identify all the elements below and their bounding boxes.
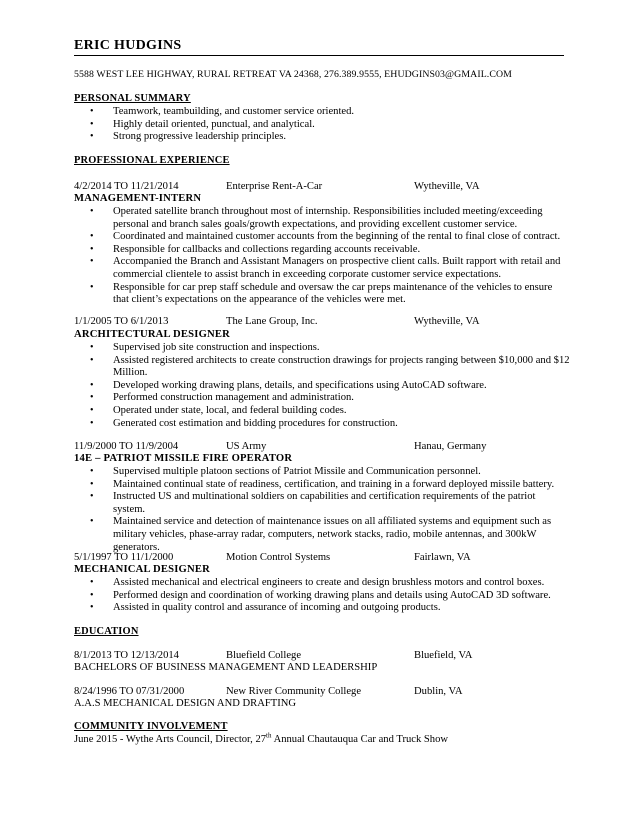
job-header [74, 316, 564, 329]
community-entry-text-end: Annual Chautauqua Car and Truck Show [271, 734, 449, 745]
job-dates: 1/1/2005 TO 6/1/2013 [74, 316, 169, 327]
candidate-name: ERIC HUDGINS [74, 38, 564, 56]
education-dates: 8/24/1996 TO 07/31/2000 [74, 686, 185, 697]
job-title: MECHANICAL DESIGNER [74, 564, 210, 575]
job-duty: • Instructed US and multinational soldiers on capabilities and certification requirements of the patriot system. [90, 491, 570, 516]
job-duty: • Maintained continual state of readiness, certification, and training in a forward deployed missile battery. [90, 479, 570, 492]
job-duties-list [90, 206, 570, 307]
job-company: The Lane Group, Inc. [226, 316, 318, 327]
section-heading-experience: PROFESSIONAL EXPERIENCE [74, 155, 230, 166]
job-duty: • Supervised job site construction and inspections. [90, 342, 570, 355]
job-duty: • Maintained service and detection of maintenance issues on all affiliated systems and equipment such as military vehicles, phase-array radar, computers, network stacks, radio, mobile antennas, and 300kW generators. [90, 516, 570, 554]
job-duty: • Operated satellite branch throughout most of internship. Responsibilities included meeting/exceeding personal and branch sales goals/growth expectations, and providing excellent customer service. [90, 206, 570, 231]
contact-info: 5588 WEST LEE HIGHWAY, RURAL RETREAT VA 24368, 276.389.9555, EHUDGINS03@GMAIL.COM [74, 69, 512, 80]
job-duty: • Responsible for callbacks and collections regarding accounts receivable. [90, 244, 570, 257]
job-title: 14E – PATRIOT MISSILE FIRE OPERATOR [74, 453, 293, 464]
section-heading-summary: PERSONAL SUMMARY [74, 93, 191, 104]
education-location: Dublin, VA [414, 686, 463, 697]
community-entry [74, 731, 449, 747]
job-duty: • Assisted in quality control and assurance of incoming and outgoing products. [90, 602, 570, 615]
community-entry-text-start: June 2015 - Wythe Arts Council, Director, 27 [74, 734, 267, 745]
education-school: Bluefield College [226, 650, 302, 661]
job-duties-list [90, 577, 570, 615]
summary-list [90, 106, 570, 144]
job-duty: • Performed design and coordination of working drawing plans and details using AutoCAD 3D software. [90, 590, 570, 603]
job-title: MANAGEMENT-INTERN [74, 193, 202, 204]
summary-item: • Strong progressive leadership principles. [90, 131, 570, 144]
job-duty: • Generated cost estimation and bidding procedures for construction. [90, 418, 570, 431]
job-company: Enterprise Rent-A-Car [226, 181, 323, 192]
job-duty: • Accompanied the Branch and Assistant Managers on prospective client calls. Built rapport with retail and commercial clientele to assist branch in exceeding corporate customer service expectations. [90, 256, 570, 281]
job-duties-list [90, 466, 570, 554]
education-location: Bluefield, VA [414, 650, 473, 661]
job-company: US Army [226, 441, 267, 452]
job-duties-list [90, 342, 570, 430]
job-duty: • Assisted registered architects to create construction drawings for projects ranging between $10,000 and $12 Million. [90, 355, 570, 380]
job-location: Hanau, Germany [414, 441, 487, 452]
job-dates: 5/1/1997 TO 11/1/2000 [74, 552, 174, 563]
job-location: Wytheville, VA [414, 316, 480, 327]
section-heading-community: COMMUNITY INVOLVEMENT [74, 721, 228, 732]
job-dates: 11/9/2000 TO 11/9/2004 [74, 441, 179, 452]
job-duty: • Developed working drawing plans, details, and specifications using AutoCAD software. [90, 380, 570, 393]
job-location: Fairlawn, VA [414, 552, 471, 563]
ordinal-suffix: th [266, 731, 272, 740]
education-degree: BACHELORS OF BUSINESS MANAGEMENT AND LEADERSHIP [74, 662, 378, 673]
job-duty: • Assisted mechanical and electrical engineers to create and design brushless motors and control boxes. [90, 577, 570, 590]
education-degree: A.A.S MECHANICAL DESIGN AND DRAFTING [74, 698, 297, 709]
job-company: Motion Control Systems [226, 552, 331, 563]
job-duty: • Operated under state, local, and federal building codes. [90, 405, 570, 418]
job-location: Wytheville, VA [414, 181, 480, 192]
job-duty: • Supervised multiple platoon sections of Patriot Missile and Communication personnel. [90, 466, 570, 479]
education-school: New River Community College [226, 686, 362, 697]
job-title: ARCHITECTURAL DESIGNER [74, 329, 230, 340]
job-duty: • Responsible for car prep staff schedule and oversaw the car preps maintenance of the vehicles to ensure that client’s expectations on the appearance of the vehicles were met. [90, 282, 570, 307]
job-duty: • Performed construction management and administration. [90, 392, 570, 405]
education-dates: 8/1/2013 TO 12/13/2014 [74, 650, 179, 661]
job-dates: 4/2/2014 TO 11/21/2014 [74, 181, 179, 192]
section-heading-education: EDUCATION [74, 626, 139, 637]
summary-item: • Teamwork, teambuilding, and customer service oriented. [90, 106, 570, 119]
job-duty: • Coordinated and maintained customer accounts from the beginning of the rental to final close of contract. [90, 231, 570, 244]
summary-item: • Highly detail oriented, punctual, and analytical. [90, 119, 570, 132]
